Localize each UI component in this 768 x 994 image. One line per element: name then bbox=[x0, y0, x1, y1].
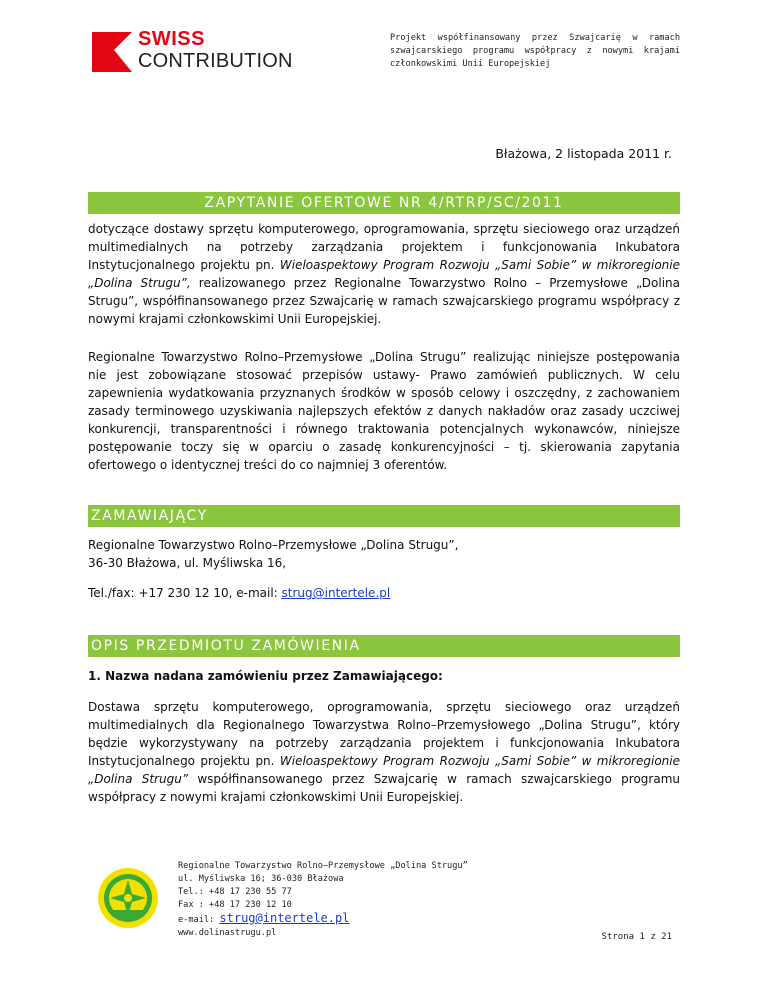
item1-text-2: współfinansowanego przez Szwajcarię w ramach szwajcarskiego programu współpracy z nowymi krajami członkowskimi Unii Europejskiej. bbox=[88, 772, 681, 804]
logo-text-swiss: SWISS bbox=[138, 28, 205, 50]
document-title: ZAPYTANIE OFERTOWE NR 4/RTRP/SC/2011 bbox=[204, 195, 564, 211]
footer-website[interactable]: www.dolinastrugu.pl bbox=[178, 928, 277, 938]
section-bar-zamawiajacy bbox=[88, 505, 680, 527]
footer-email-label: e-mail: bbox=[178, 915, 220, 925]
zamawiajacy-name: Regionalne Towarzystwo Rolno–Przemysłowe „Dolina Strugu”, bbox=[88, 538, 459, 552]
footer-email-link[interactable]: strug@intertele.pl bbox=[219, 911, 350, 925]
footer-tel: Tel.: +48 17 230 55 77 bbox=[178, 887, 292, 897]
section-heading-zamawiajacy: ZAMAWIAJĄCY bbox=[91, 508, 208, 524]
zamawiajacy-contact-label: Tel./fax: +17 230 12 10, e-mail: bbox=[88, 586, 282, 600]
zamawiajacy-address bbox=[88, 536, 680, 572]
footer-address: ul. Myśliwska 16; 36-030 Błażowa bbox=[178, 874, 344, 884]
header-funding-note: Projekt współfinansowany przez Szwajcarię w ramach szwajcarskiego programu współpracy z nowymi krajami członkowskimi Unii Europejskiej bbox=[390, 33, 680, 69]
item1-project-name: Wieloaspektowy Program Rozwoju „Sami Sobie” w mikroregionie „Dolina Strugu” bbox=[88, 754, 680, 786]
procedure-paragraph: Regionalne Towarzystwo Rolno–Przemysłowe „Dolina Strugu” realizując niniejsze postępowania nie jest zobowiązane stosować przepisów ustawy- Prawo zamówień publicznych. W celu zapewnienia wydatkowania przyznanych środków w sposób celowy i oszczędny, z zachowaniem zasady terminowego uzyskiwania najlepszych efektów z danych nakładów oraz zasady uczciwej konkurencji, transparentności i równego traktowania potencjalnych wykonawców, niniejsze postępowanie toczy się w oparciu o zasadę konkurencyjności – tj. skierowania zapytania ofertowego o identycznej treści do co najmniej 3 oferentów. bbox=[88, 350, 680, 472]
item1-title: 1. Nazwa nadana zamówieniu przez Zamawiającego: bbox=[88, 669, 443, 683]
intro-text-2: realizowanego przez Regionalne Towarzystwo Rolno – Przemysłowe „Dolina Strugu”, współfinansowanego przez Szwajcarię w ramach szwajcarskiego programu współpracy z nowymi krajami członkowskimi Unii Europejskiej. bbox=[88, 276, 680, 326]
page-number: Strona 1 z 21 bbox=[601, 932, 672, 942]
item1-paragraph bbox=[88, 698, 680, 806]
footer-org-name: Regionalne Towarzystwo Rolno–Przemysłowe „Dolina Strugu” bbox=[178, 861, 468, 871]
footer-fax: Fax : +48 17 230 12 10 bbox=[178, 900, 292, 910]
zamawiajacy-email-link[interactable]: strug@intertele.pl bbox=[281, 586, 391, 600]
intro-text-1: dotyczące dostawy sprzętu komputerowego, oprogramowania, sprzętu sieciowego oraz urządzeń multimedialnych na potrzeby zarządzania projektem i funkcjonowania Inkubatora Instytucjonalnego projektu pn. bbox=[88, 222, 680, 272]
document-date: Błażowa, 2 listopada 2011 r. bbox=[495, 146, 672, 161]
section-heading-opis: OPIS PRZEDMIOTU ZAMÓWIENIA bbox=[91, 638, 361, 654]
item1-text-1: Dostawa sprzętu komputerowego, oprogramowania, sprzętu sieciowego oraz urządzeń multimedialnych dla Regionalnego Towarzystwa Rolno–Przemysłowego „Dolina Strugu”, który będzie wykorzystywany na potrzeby zarządzania projektem i funkcjonowania Inkubatora Instytucjonalnego projektu pn. bbox=[88, 700, 680, 768]
section-bar-opis bbox=[88, 635, 680, 657]
intro-paragraph bbox=[88, 220, 680, 328]
document-title-bar bbox=[88, 192, 680, 214]
dolina-strugu-emblem-icon bbox=[96, 866, 160, 930]
footer-contact-block bbox=[178, 860, 468, 940]
logo-text-contribution: CONTRIBUTION bbox=[138, 50, 293, 72]
zamawiajacy-street: 36-30 Błażowa, ul. Myśliwska 16, bbox=[88, 556, 287, 570]
zamawiajacy-contact bbox=[88, 584, 680, 602]
swiss-flag-icon bbox=[92, 32, 132, 72]
swiss-contribution-logo bbox=[92, 30, 292, 75]
intro-project-name: Wieloaspektowy Program Rozwoju „Sami Sobie” w mikroregionie „Dolina Strugu”, bbox=[88, 258, 680, 290]
